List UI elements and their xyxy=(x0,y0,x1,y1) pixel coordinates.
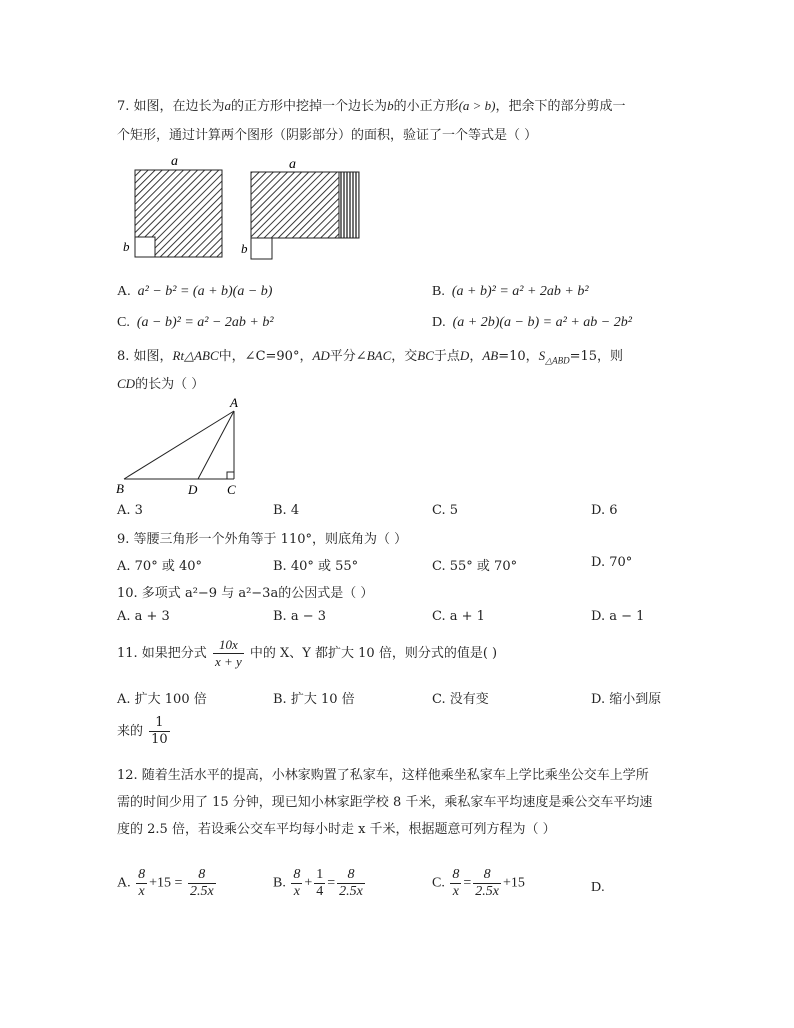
q11-option-d-cont xyxy=(117,715,172,748)
label-A: A xyxy=(230,395,238,410)
fraction-denominator: 10 xyxy=(151,732,168,747)
q8-stem-line1 xyxy=(117,345,623,367)
q8-text: 于点 xyxy=(433,349,460,364)
q7-stem-line2: 个矩形，通过计算两个图形（阴影部分）的面积，验证了一个等式是（ ） xyxy=(117,128,538,143)
frac-8-over-2-5x: $\frac{8}{2.5x}$ xyxy=(189,867,214,899)
frac-8-over-x: $\frac{8}{x}$ xyxy=(138,867,146,899)
equals: = xyxy=(463,875,472,891)
q8-s-sub: △ABD xyxy=(545,355,570,366)
fig1-label-a: a xyxy=(171,154,178,169)
right-angle-mark xyxy=(227,472,234,479)
q11-option-a[interactable]: A. 扩大 100 倍 xyxy=(117,692,207,707)
q11-option-b[interactable]: B. 扩大 10 倍 xyxy=(273,692,355,707)
q10-option-a[interactable]: A. a + 3 xyxy=(117,609,170,624)
option-letter: B. xyxy=(273,875,286,891)
q9-stem: 9. 等腰三角形一个外角等于 110°，则底角为（ ） xyxy=(117,532,408,547)
q11-option-c[interactable]: C. 没有变 xyxy=(432,692,489,707)
option-text: (a − b)² = a² − 2ab + b² xyxy=(136,315,274,330)
fraction-denominator: x + y xyxy=(214,654,242,669)
option-text: (a + b)² = a² + 2ab + b² xyxy=(451,284,589,299)
q10-option-d[interactable]: D. a − 1 xyxy=(591,609,645,624)
side-ab xyxy=(124,411,234,479)
q10-option-b[interactable]: B. a − 3 xyxy=(273,609,326,624)
q11-fraction xyxy=(213,637,244,670)
option-letter: B. xyxy=(432,284,445,299)
q8-triangle: △ABC xyxy=(184,348,219,363)
fig2-label-a: a xyxy=(289,157,296,172)
option-letter: A. xyxy=(117,284,131,299)
frac-8-over-x: $\frac{8}{x}$ xyxy=(452,867,460,899)
q10-option-c[interactable]: C. a + 1 xyxy=(432,609,485,624)
option-text: a² − b² = (a + b)(a − b) xyxy=(137,284,273,299)
q12-stem-line2: 需的时间少用了 15 分钟，现已知小林家距学校 8 千米，乘私家车平均速度是乘公交车平均速 xyxy=(117,795,653,810)
frac-8-over-2-5x: $\frac{8}{2.5x}$ xyxy=(339,867,363,899)
q8-text: =10， xyxy=(498,349,539,364)
q7-option-c[interactable] xyxy=(117,315,274,331)
fig2-small-square xyxy=(251,238,272,259)
label-B: B xyxy=(116,481,124,496)
q8-triangle-figure xyxy=(112,394,247,498)
q7-var-b: b xyxy=(387,98,394,113)
frac-1-over-4: $\frac{1}{4}$ xyxy=(316,867,324,899)
plus-15: +15 xyxy=(149,875,172,891)
fig2-hatched-rect xyxy=(251,172,339,238)
q8-bac: BAC xyxy=(366,348,392,363)
q9-option-d[interactable]: D. 70° xyxy=(591,555,633,570)
q11-text: 11. 如果把分式 xyxy=(117,646,207,661)
fig2-label-b: b xyxy=(241,241,248,256)
fig1-small-square xyxy=(135,237,155,257)
q11-option-d[interactable]: D. 缩小到原 xyxy=(591,692,662,707)
q8-ab: AB xyxy=(482,348,499,363)
q7-text: ，把余下的部分剪成一 xyxy=(495,99,626,114)
q11-fraction-tenth xyxy=(149,715,170,748)
q7-stem-line1 xyxy=(117,95,626,114)
label-C: C xyxy=(227,482,236,497)
option-letter: A. xyxy=(117,875,131,891)
q8-option-b[interactable]: B. 4 xyxy=(273,503,300,518)
q7-text: 的正方形中挖掉一个边长为 xyxy=(231,99,388,114)
q8-text: =15，则 xyxy=(569,349,624,364)
q8-option-d[interactable]: D. 6 xyxy=(591,503,618,518)
q8-cd: CD xyxy=(117,376,136,391)
plus: + xyxy=(304,875,313,891)
q9-option-a[interactable]: A. 70° 或 40° xyxy=(117,559,203,574)
q8-option-a[interactable]: A. 3 xyxy=(117,503,143,518)
q8-text: 8. 如图， xyxy=(117,349,173,364)
q7-text: 的小正方形 xyxy=(393,99,459,114)
q10-stem: 10. 多项式 a²−9 与 a²−3a的公因式是（ ） xyxy=(117,586,374,601)
segment-ad xyxy=(198,411,234,479)
q8-stem-line2 xyxy=(117,373,204,392)
q8-s: S xyxy=(538,348,546,363)
q11-text: 中的 X、Y 都扩大 10 倍，则分式的值是( ) xyxy=(249,646,498,661)
q8-d: D xyxy=(459,348,470,363)
q8-text: 中，∠C=90°， xyxy=(218,349,313,364)
option-letter: C. xyxy=(117,315,130,330)
q9-option-c[interactable]: C. 55° 或 70° xyxy=(432,559,518,574)
frac-8-over-2-5x: $\frac{8}{2.5x}$ xyxy=(475,867,499,899)
fig1-label-b: b xyxy=(123,239,130,254)
q8-option-c[interactable]: C. 5 xyxy=(432,503,459,518)
option-letter: D. xyxy=(432,315,446,330)
fig2-strip xyxy=(339,172,359,238)
q8-text: ， xyxy=(469,349,483,364)
q12-option-a[interactable] xyxy=(117,867,218,900)
fraction-numerator: 10x xyxy=(213,637,244,654)
q12-option-d[interactable] xyxy=(591,880,605,896)
q12-stem-line3: 度的 2.5 倍，若设乘公交车平均每小时走 x 千米，根据题意可列方程为（ ） xyxy=(117,822,556,837)
q8-text: 的长为（ ） xyxy=(135,377,205,392)
q9-option-b[interactable]: B. 40° 或 55° xyxy=(273,559,359,574)
option-text: (a + 2b)(a − b) = a² + ab − 2b² xyxy=(452,315,632,330)
q8-bc: BC xyxy=(417,348,434,363)
q12-stem-line1: 12. 随着生活水平的提高，小林家购置了私家车，这样他乘坐私家车上学比乘坐公交车上学所 xyxy=(117,768,649,783)
q7-text: 7. 如图，在边长为 xyxy=(117,99,225,114)
frac-8-over-x: $\frac{8}{x}$ xyxy=(293,867,301,899)
q7-option-a[interactable] xyxy=(117,284,272,300)
equals: = xyxy=(327,875,336,891)
q11-text: 来的 xyxy=(117,724,144,739)
q12-option-c[interactable] xyxy=(432,867,525,900)
q7-option-b[interactable] xyxy=(432,284,589,300)
option-letter: D. xyxy=(591,880,605,895)
q7-option-d[interactable] xyxy=(432,315,632,331)
fraction-numerator: 1 xyxy=(149,715,170,732)
q8-rt: Rt xyxy=(172,348,185,363)
q11-stem xyxy=(117,637,497,670)
q8-text: 平分∠ xyxy=(329,349,367,364)
q8-ad: AD xyxy=(312,348,330,363)
option-letter: C. xyxy=(432,875,445,891)
q8-text: ，交 xyxy=(391,349,418,364)
q7-condition: (a > b) xyxy=(458,98,496,113)
label-D: D xyxy=(188,482,198,497)
plus-15: +15 xyxy=(502,875,525,891)
q7-var-a: a xyxy=(224,98,232,113)
q12-option-b[interactable] xyxy=(273,867,367,900)
q7-figures xyxy=(115,153,375,265)
equals: = xyxy=(174,875,183,891)
